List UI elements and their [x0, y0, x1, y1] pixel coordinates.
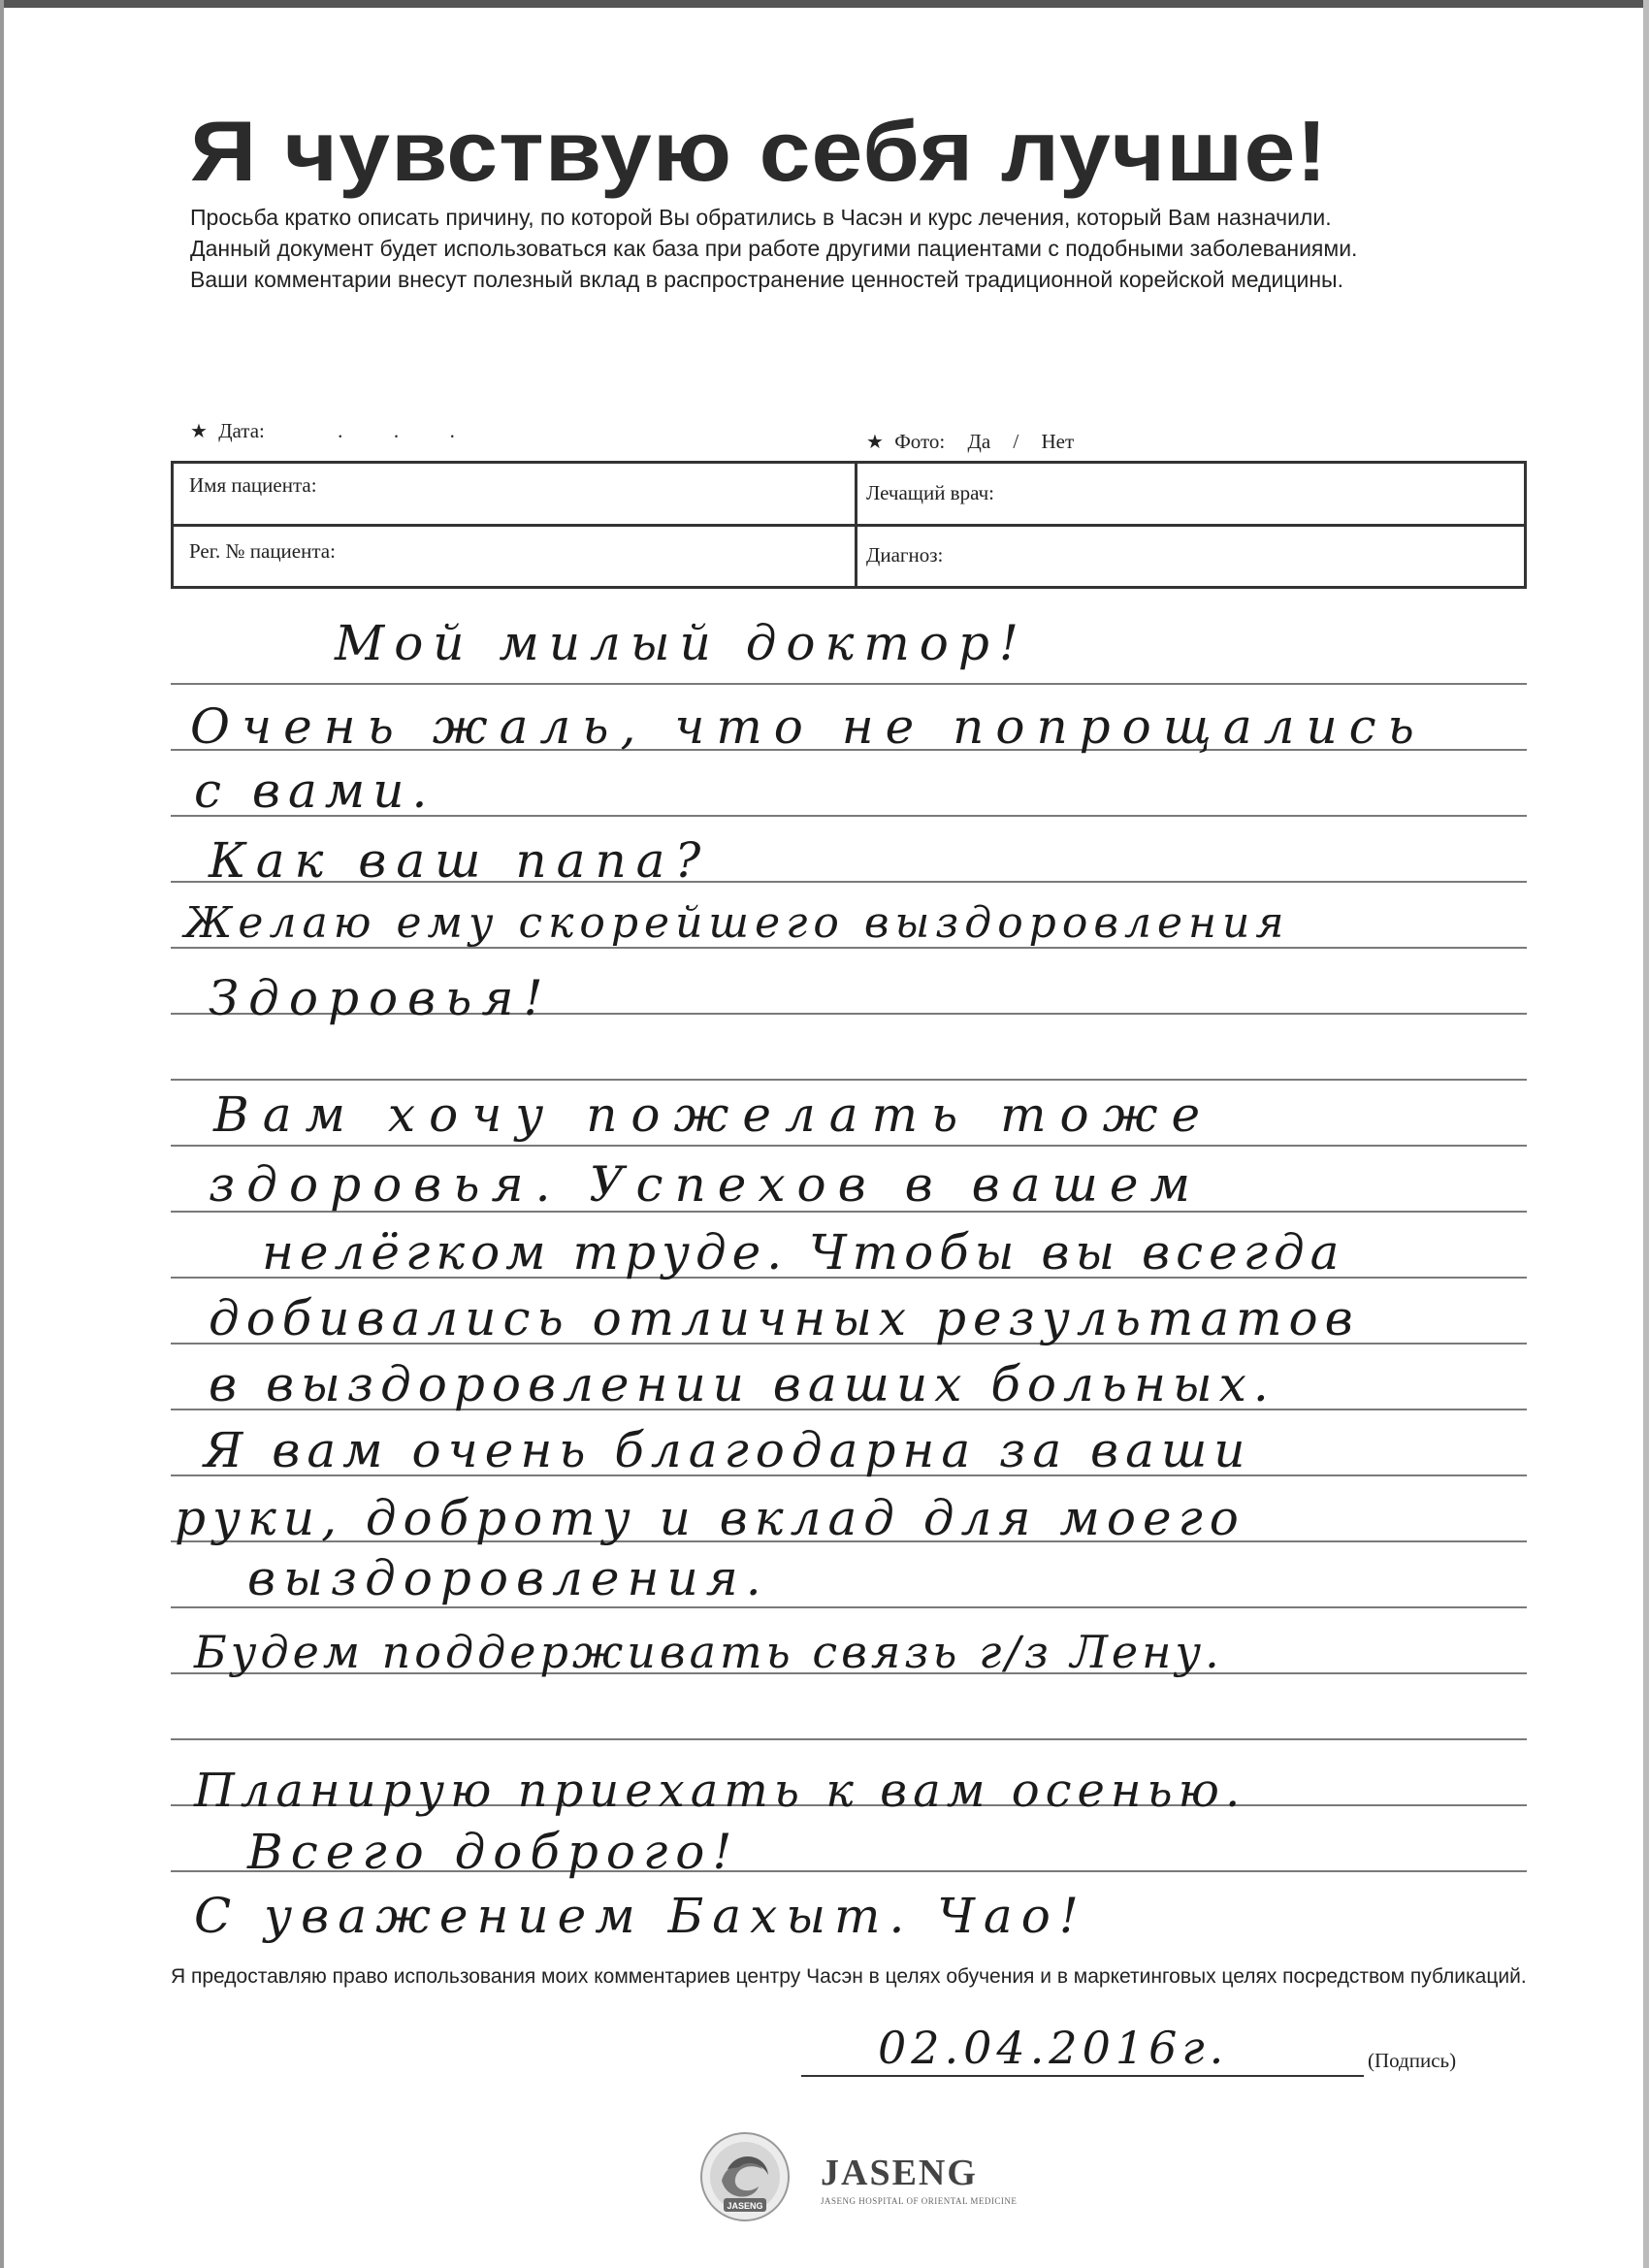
- scan-edge-top: [0, 0, 1649, 8]
- intro-line: Ваши комментарии внесут полезный вклад в распространение ценностей традиционной корейской медицины.: [190, 267, 1343, 292]
- handwritten-line: добивались отличных результатов: [209, 1290, 1360, 1346]
- handwritten-line: Мой милый доктор!: [335, 615, 1028, 671]
- intro-text: [190, 202, 1538, 295]
- ruled-line: [171, 1606, 1527, 1608]
- handwritten-line: С уважением Бахыт. Чао!: [194, 1888, 1087, 1944]
- page-title: Я чувствую себя лучше!: [190, 103, 1329, 199]
- ruled-line: [171, 1079, 1527, 1081]
- handwritten-line: руки, доброту и вклад для моего: [175, 1490, 1245, 1546]
- star-icon: ★: [190, 421, 208, 442]
- scan-edge-right: [1643, 0, 1649, 2268]
- photo-no-option: Нет: [1041, 430, 1075, 453]
- handwritten-line: здоровья. Успехов в вашем: [209, 1156, 1202, 1213]
- intro-line: Данный документ будет использоваться как база при работе другими пациентами с подобными заболеваниями.: [190, 236, 1358, 261]
- doctor-label: Лечащий врач:: [866, 481, 994, 504]
- handwritten-line: в выздоровлении ваших больных.: [209, 1356, 1276, 1412]
- intro-line: Просьба кратко описать причину, по которой Вы обратились в Часэн и курс лечения, который Вам назначили.: [190, 205, 1332, 230]
- handwritten-line: Всего доброго!: [247, 1824, 740, 1880]
- photo-label: Фото:: [894, 430, 946, 453]
- date-dots: . . .: [338, 419, 455, 442]
- handwritten-line: Очень жаль, что не попрощались: [190, 698, 1426, 755]
- ruled-line: [171, 1738, 1527, 1740]
- handwritten-line: Как ваш папа?: [209, 832, 711, 889]
- logo-subtitle: JASENG HOSPITAL OF ORIENTAL MEDICINE: [821, 2196, 1018, 2206]
- star-icon: ★: [866, 432, 884, 453]
- date-field: [190, 419, 455, 443]
- scan-edge-left: [0, 0, 4, 2268]
- handwritten-line: Будем поддерживать связь г/з Лену.: [194, 1626, 1223, 1678]
- date-label: Дата:: [218, 419, 265, 442]
- photo-separator: /: [1013, 430, 1019, 453]
- handwritten-line: Планирую приехать к вам осенью.: [194, 1764, 1246, 1818]
- handwritten-line: Желаю ему скорейшего выздоровления: [184, 898, 1290, 948]
- photo-yes-option: Да: [967, 430, 991, 453]
- handwritten-line: с вами.: [194, 762, 436, 819]
- patient-info-table: [171, 461, 1527, 589]
- logo-badge-text: JASENG: [727, 2201, 763, 2211]
- ruled-line: [171, 1145, 1527, 1147]
- handwritten-line: Здоровья!: [209, 970, 553, 1026]
- photo-field: [866, 430, 1074, 454]
- handwritten-line: Вам хочу пожелать тоже: [213, 1086, 1214, 1143]
- patient-name-label: Имя пациента:: [189, 473, 317, 497]
- signature-date: 02.04.2016г.: [878, 2022, 1229, 2074]
- signature-label: (Подпись): [1368, 2049, 1457, 2072]
- handwritten-line: выздоровления.: [247, 1550, 769, 1606]
- handwritten-line: нелёгком труде. Чтобы вы всегда: [262, 1224, 1345, 1280]
- handwritten-line: Я вам очень благодарна за ваши: [204, 1422, 1252, 1478]
- logo-name: JASENG: [821, 2153, 978, 2193]
- ruled-line: [171, 683, 1527, 685]
- patient-reg-label: Рег. № пациента:: [189, 539, 336, 563]
- jaseng-emblem-icon: [698, 2130, 792, 2223]
- consent-statement: Я предоставляю право использования моих комментариев центру Часэн в целях обучения и в маркетинговых целях посредством публикаций.: [171, 1965, 1527, 1988]
- signature-line: [801, 2075, 1364, 2077]
- table-divider: [174, 524, 1524, 527]
- diagnosis-label: Диагноз:: [866, 543, 944, 567]
